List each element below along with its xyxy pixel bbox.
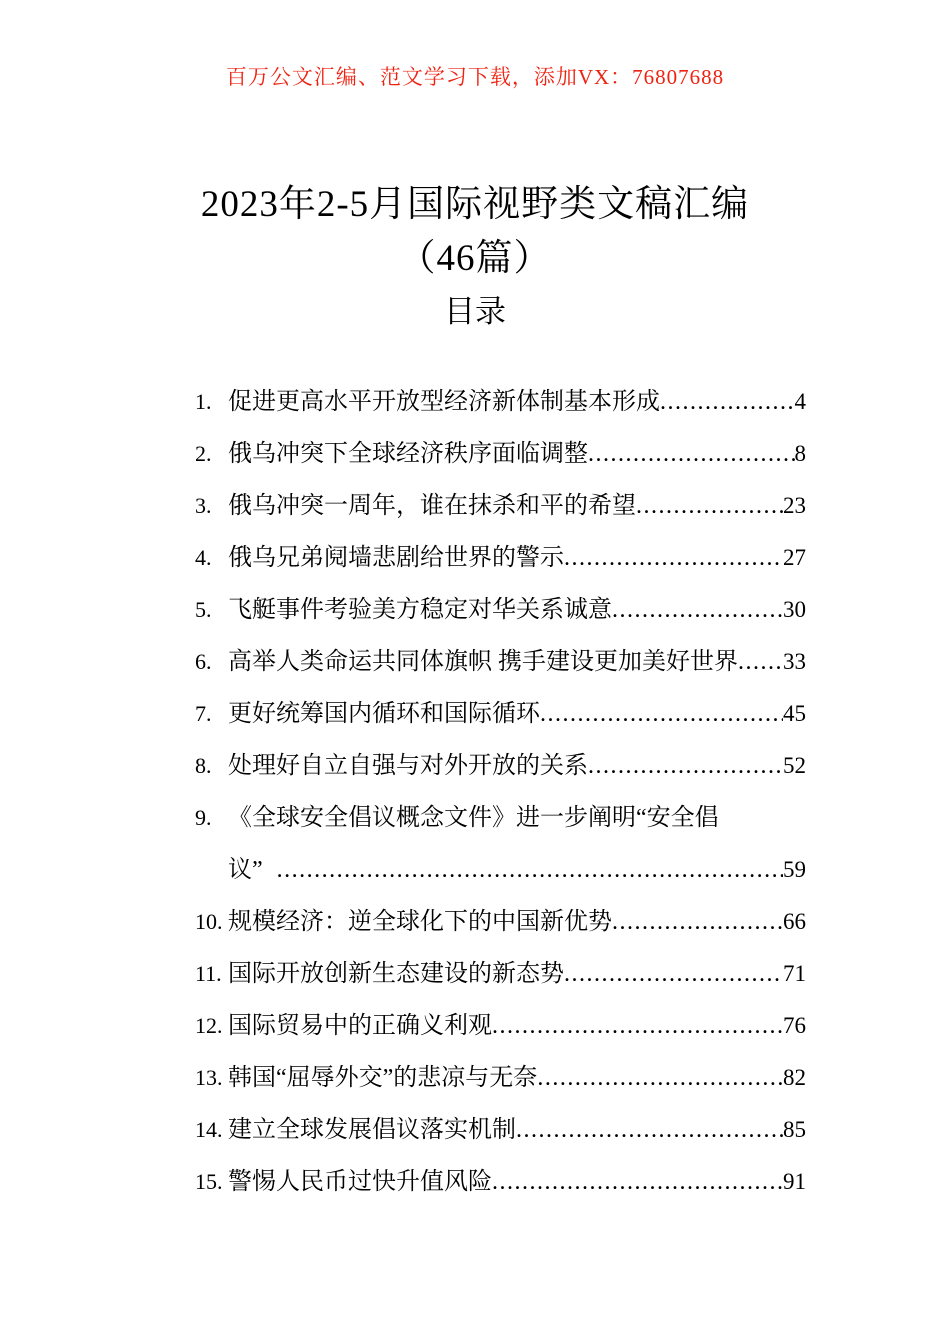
toc-entry-line xyxy=(195,740,806,792)
entry-title: 促进更高水平开放型经济新体制基本形成 xyxy=(228,389,660,415)
entry-number: 3. xyxy=(195,493,212,518)
entry-number: 5. xyxy=(195,597,212,622)
entry-title: 建立全球发展倡议落实机制 xyxy=(228,1117,516,1143)
document-title-line1: 2023年2-5月国际视野类文稿汇编 xyxy=(200,184,750,225)
page-number: 82 xyxy=(783,1065,806,1090)
page-number: 91 xyxy=(783,1169,806,1194)
page-number: 66 xyxy=(783,909,806,934)
toc-entry-line xyxy=(195,1052,806,1104)
toc-entry-11[interactable] xyxy=(195,948,806,1000)
entry-title-continuation: 议” xyxy=(228,857,263,883)
toc-entry-8[interactable] xyxy=(195,740,806,792)
entry-number: 4. xyxy=(195,545,212,570)
promo-notice: 百万公文汇编、范文学习下载，添加VX：76807688 xyxy=(225,65,725,89)
page-number: 71 xyxy=(783,961,806,986)
entry-number: 2. xyxy=(195,441,212,466)
dot-leader xyxy=(564,948,783,1000)
entry-number: 10. xyxy=(195,909,223,934)
toc-entry-line xyxy=(195,480,806,532)
toc-entry-line xyxy=(195,1104,806,1156)
entry-number: 7. xyxy=(195,701,212,726)
dot-leader xyxy=(564,532,783,584)
document-title xyxy=(0,178,950,286)
entry-title: 更好统筹国内循环和国际循环 xyxy=(228,701,540,727)
entry-number: 12. xyxy=(195,1013,223,1038)
dot-leader xyxy=(537,1052,783,1104)
entry-title: 飞艇事件考验美方稳定对华关系诚意 xyxy=(228,597,612,623)
toc-entry-13[interactable] xyxy=(195,1052,806,1104)
page-number: 76 xyxy=(783,1013,806,1038)
dot-leader xyxy=(540,688,783,740)
entry-title: 处理好自立自强与对外开放的关系 xyxy=(228,753,588,779)
toc-entry-line xyxy=(195,376,806,428)
entry-number: 14. xyxy=(195,1117,223,1142)
toc-entry-7[interactable] xyxy=(195,688,806,740)
toc-list xyxy=(0,376,950,1208)
page-number: 52 xyxy=(783,753,806,778)
toc-heading: 目录 xyxy=(444,294,506,329)
dot-leader xyxy=(612,896,783,948)
toc-entry-line1 xyxy=(195,792,806,844)
page-number: 85 xyxy=(783,1117,806,1142)
document-title-line2: （46篇） xyxy=(398,238,552,279)
entry-title: 俄乌兄弟阋墙悲剧给世界的警示 xyxy=(228,545,564,571)
toc-entry-15[interactable] xyxy=(195,1156,806,1208)
toc-entry-line xyxy=(195,948,806,1000)
toc-entry-14[interactable] xyxy=(195,1104,806,1156)
entry-title: 警惕人民币过快升值风险 xyxy=(228,1169,492,1195)
dot-leader xyxy=(588,428,795,480)
page-number: 4 xyxy=(794,389,806,414)
entry-title: 《全球安全倡议概念文件》进一步阐明“安全倡 xyxy=(228,805,719,831)
dot-leader xyxy=(660,376,795,428)
toc-entry-5[interactable] xyxy=(195,584,806,636)
toc-entry-line xyxy=(195,1000,806,1052)
dot-leader xyxy=(492,1000,783,1052)
toc-entry-line xyxy=(195,428,806,480)
entry-number: 6. xyxy=(195,649,212,674)
entry-title: 俄乌冲突下全球经济秩序面临调整 xyxy=(228,441,588,467)
toc-entry-line xyxy=(195,1156,806,1208)
toc-entry-6[interactable] xyxy=(195,636,806,688)
toc-entry-line xyxy=(195,688,806,740)
dot-leader xyxy=(492,1156,783,1208)
toc-entry-line2 xyxy=(195,844,806,896)
entry-title: 规模经济：逆全球化下的中国新优势 xyxy=(228,909,612,935)
dot-leader xyxy=(516,1104,783,1156)
toc-entry-3[interactable] xyxy=(195,480,806,532)
dot-leader xyxy=(588,740,783,792)
entry-title: 国际贸易中的正确义利观 xyxy=(228,1013,492,1039)
toc-entry-line xyxy=(195,532,806,584)
toc-entry-9[interactable] xyxy=(195,792,806,896)
page-number: 30 xyxy=(783,597,806,622)
page-number: 33 xyxy=(783,649,806,674)
entry-title: 韩国“屈辱外交”的悲凉与无奈 xyxy=(228,1065,538,1091)
entry-title: 俄乌冲突一周年，谁在抹杀和平的希望 xyxy=(228,493,636,519)
entry-number: 15. xyxy=(195,1169,223,1194)
toc-entry-line xyxy=(195,584,806,636)
toc-entry-line xyxy=(195,896,806,948)
entry-title: 国际开放创新生态建设的新态势 xyxy=(228,961,564,987)
toc-entry-1[interactable] xyxy=(195,376,806,428)
entry-title: 高举人类命运共同体旗帜 携手建设更加美好世界 xyxy=(228,649,738,675)
page-number: 45 xyxy=(783,701,806,726)
entry-number: 8. xyxy=(195,753,212,778)
page-number: 59 xyxy=(783,857,806,882)
toc-entry-line xyxy=(195,636,806,688)
entry-number: 13. xyxy=(195,1065,223,1090)
entry-number: 1. xyxy=(195,389,212,414)
toc-entry-10[interactable] xyxy=(195,896,806,948)
dot-leader xyxy=(738,636,783,688)
toc-entry-2[interactable] xyxy=(195,428,806,480)
dot-leader xyxy=(277,844,783,896)
entry-number: 9. xyxy=(195,805,212,830)
dot-leader xyxy=(636,480,783,532)
toc-entry-4[interactable] xyxy=(195,532,806,584)
page-number: 8 xyxy=(794,441,806,466)
title-block xyxy=(0,178,950,338)
dot-leader xyxy=(612,584,783,636)
page-number: 23 xyxy=(783,493,806,518)
entry-number: 11. xyxy=(195,961,222,986)
toc-entry-12[interactable] xyxy=(195,1000,806,1052)
page-number: 27 xyxy=(783,545,806,570)
